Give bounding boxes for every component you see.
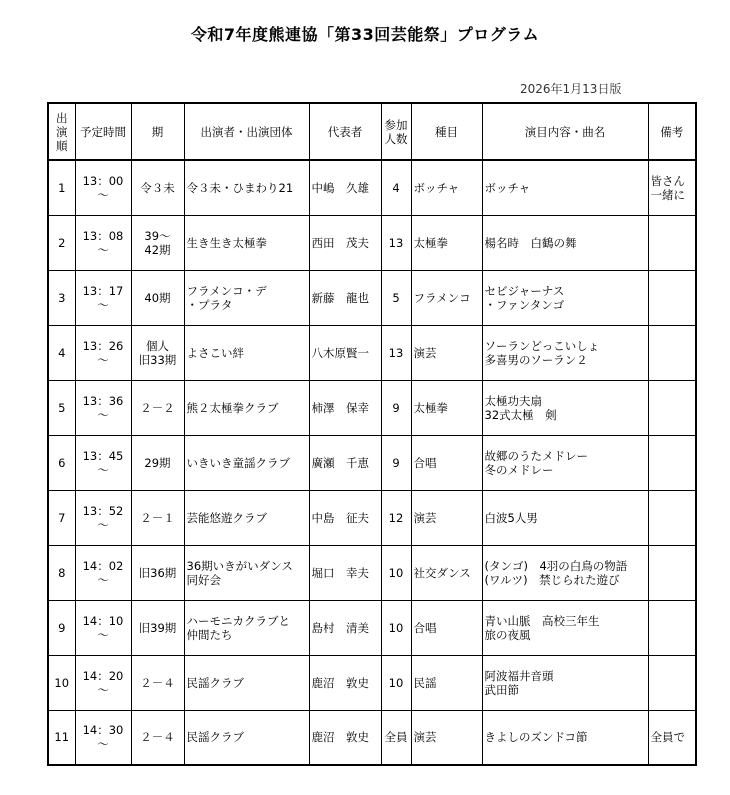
- cell-representative: 鹿沼 敦史: [309, 655, 381, 710]
- table-row: [48, 710, 696, 765]
- cell-time: 14：02～: [75, 545, 131, 600]
- header-performer: 出演者・出演団体: [184, 103, 309, 160]
- cell-time: 13：26～: [75, 325, 131, 380]
- cell-count: 10: [381, 655, 411, 710]
- cell-category: 合唱: [411, 600, 482, 655]
- cell-performer: ハーモニカクラブと 仲間たち: [184, 600, 309, 655]
- cell-note: [648, 655, 696, 710]
- cell-performer: 36期いきがいダンス 同好会: [184, 545, 309, 600]
- cell-count: 9: [381, 435, 411, 490]
- program-table: [47, 102, 697, 766]
- page-title: 令和7年度熊連協「第33回芸能祭」プログラム: [190, 25, 540, 44]
- table-row: [48, 325, 696, 380]
- cell-note: [648, 600, 696, 655]
- cell-content: セビジャーナス ・ファンタンゴ: [482, 270, 648, 325]
- cell-category: 民謡: [411, 655, 482, 710]
- cell-content: 故郷のうたメドレー 冬のメドレー: [482, 435, 648, 490]
- table-row: [48, 435, 696, 490]
- cell-performer: よさこい絆: [184, 325, 309, 380]
- cell-count: 全員: [381, 710, 411, 765]
- cell-representative: 島村 清美: [309, 600, 381, 655]
- cell-count: 10: [381, 600, 411, 655]
- cell-order: 8: [48, 545, 75, 600]
- cell-count: 10: [381, 545, 411, 600]
- cell-time: 13：08～: [75, 215, 131, 270]
- cell-order: 1: [48, 160, 75, 215]
- header-time: 予定時間: [75, 103, 131, 160]
- cell-content: ボッチャ: [482, 160, 648, 215]
- cell-performer: フラメンコ・デ ・プラタ: [184, 270, 309, 325]
- table-row: [48, 380, 696, 435]
- cell-time: 13：17～: [75, 270, 131, 325]
- cell-note: [648, 270, 696, 325]
- cell-category: 演芸: [411, 325, 482, 380]
- version-date: 2026年1月13日版: [520, 82, 622, 96]
- cell-note: [648, 435, 696, 490]
- cell-count: 13: [381, 215, 411, 270]
- cell-note: [648, 215, 696, 270]
- cell-note: [648, 325, 696, 380]
- cell-content: ソーランどっこいしょ 多喜男のソーラン２: [482, 325, 648, 380]
- cell-time: 13：36～: [75, 380, 131, 435]
- cell-content: きよしのズンドコ節: [482, 710, 648, 765]
- cell-content: (タンゴ) 4羽の白鳥の物語 (ワルツ) 禁じられた遊び: [482, 545, 648, 600]
- cell-representative: 八木原賢一: [309, 325, 381, 380]
- cell-time: 13：52～: [75, 490, 131, 545]
- cell-count: 5: [381, 270, 411, 325]
- cell-order: 11: [48, 710, 75, 765]
- cell-count: 4: [381, 160, 411, 215]
- cell-content: 楊名時 白鶴の舞: [482, 215, 648, 270]
- cell-representative: 廣瀬 千恵: [309, 435, 381, 490]
- table-row: [48, 160, 696, 215]
- cell-time: 13：45～: [75, 435, 131, 490]
- cell-order: 6: [48, 435, 75, 490]
- cell-content: 太極功夫扇 32式太極 剣: [482, 380, 648, 435]
- cell-note: [648, 380, 696, 435]
- cell-category: 社交ダンス: [411, 545, 482, 600]
- cell-term: ２－２: [131, 380, 184, 435]
- cell-term: 令３未: [131, 160, 184, 215]
- cell-term: 40期: [131, 270, 184, 325]
- cell-time: 13：00～: [75, 160, 131, 215]
- cell-category: 太極拳: [411, 215, 482, 270]
- cell-time: 14：20～: [75, 655, 131, 710]
- cell-term: ２－１: [131, 490, 184, 545]
- cell-note: [648, 545, 696, 600]
- cell-count: 12: [381, 490, 411, 545]
- cell-order: 7: [48, 490, 75, 545]
- cell-time: 14：10～: [75, 600, 131, 655]
- cell-count: 13: [381, 325, 411, 380]
- cell-term: 39～ 42期: [131, 215, 184, 270]
- cell-representative: 柿澤 保幸: [309, 380, 381, 435]
- table-row: [48, 490, 696, 545]
- cell-term: ２－４: [131, 710, 184, 765]
- cell-note: 全員で: [648, 710, 696, 765]
- cell-representative: 中嶋 久雄: [309, 160, 381, 215]
- cell-count: 9: [381, 380, 411, 435]
- header-count: 参加 人数: [381, 103, 411, 160]
- cell-representative: 西田 茂夫: [309, 215, 381, 270]
- table-row: [48, 215, 696, 270]
- cell-category: 演芸: [411, 490, 482, 545]
- cell-performer: 生き生き太極拳: [184, 215, 309, 270]
- table-row: [48, 600, 696, 655]
- cell-performer: 民謡クラブ: [184, 655, 309, 710]
- cell-order: 5: [48, 380, 75, 435]
- cell-content: 青い山脈 高校三年生 旅の夜風: [482, 600, 648, 655]
- cell-term: ２－４: [131, 655, 184, 710]
- cell-order: 10: [48, 655, 75, 710]
- cell-note: 皆さん 一緒に: [648, 160, 696, 215]
- cell-performer: 令３未・ひまわり21: [184, 160, 309, 215]
- cell-time: 14：30～: [75, 710, 131, 765]
- cell-term: 個人 旧33期: [131, 325, 184, 380]
- cell-representative: 堀口 幸夫: [309, 545, 381, 600]
- header-representative: 代表者: [309, 103, 381, 160]
- cell-category: 合唱: [411, 435, 482, 490]
- cell-order: 3: [48, 270, 75, 325]
- cell-category: フラメンコ: [411, 270, 482, 325]
- header-term: 期: [131, 103, 184, 160]
- cell-category: ボッチャ: [411, 160, 482, 215]
- program-rows: [48, 160, 696, 765]
- cell-performer: 芸能悠遊クラブ: [184, 490, 309, 545]
- header-category: 種目: [411, 103, 482, 160]
- cell-performer: 熊２太極拳クラブ: [184, 380, 309, 435]
- cell-representative: 中島 征夫: [309, 490, 381, 545]
- header-order: 出 演 順: [48, 103, 75, 160]
- cell-performer: 民謡クラブ: [184, 710, 309, 765]
- cell-content: 白波5人男: [482, 490, 648, 545]
- cell-term: 29期: [131, 435, 184, 490]
- cell-category: 演芸: [411, 710, 482, 765]
- cell-order: 2: [48, 215, 75, 270]
- header-row: [48, 103, 696, 160]
- table-row: [48, 655, 696, 710]
- cell-note: [648, 490, 696, 545]
- cell-performer: いきいき童謡クラブ: [184, 435, 309, 490]
- cell-order: 4: [48, 325, 75, 380]
- cell-category: 太極拳: [411, 380, 482, 435]
- cell-term: 旧36期: [131, 545, 184, 600]
- cell-representative: 新藤 龍也: [309, 270, 381, 325]
- cell-content: 阿波福井音頭 武田節: [482, 655, 648, 710]
- cell-representative: 鹿沼 敦史: [309, 710, 381, 765]
- cell-order: 9: [48, 600, 75, 655]
- table-row: [48, 270, 696, 325]
- cell-term: 旧39期: [131, 600, 184, 655]
- header-note: 備考: [648, 103, 696, 160]
- header-content: 演目内容・曲名: [482, 103, 648, 160]
- table-row: [48, 545, 696, 600]
